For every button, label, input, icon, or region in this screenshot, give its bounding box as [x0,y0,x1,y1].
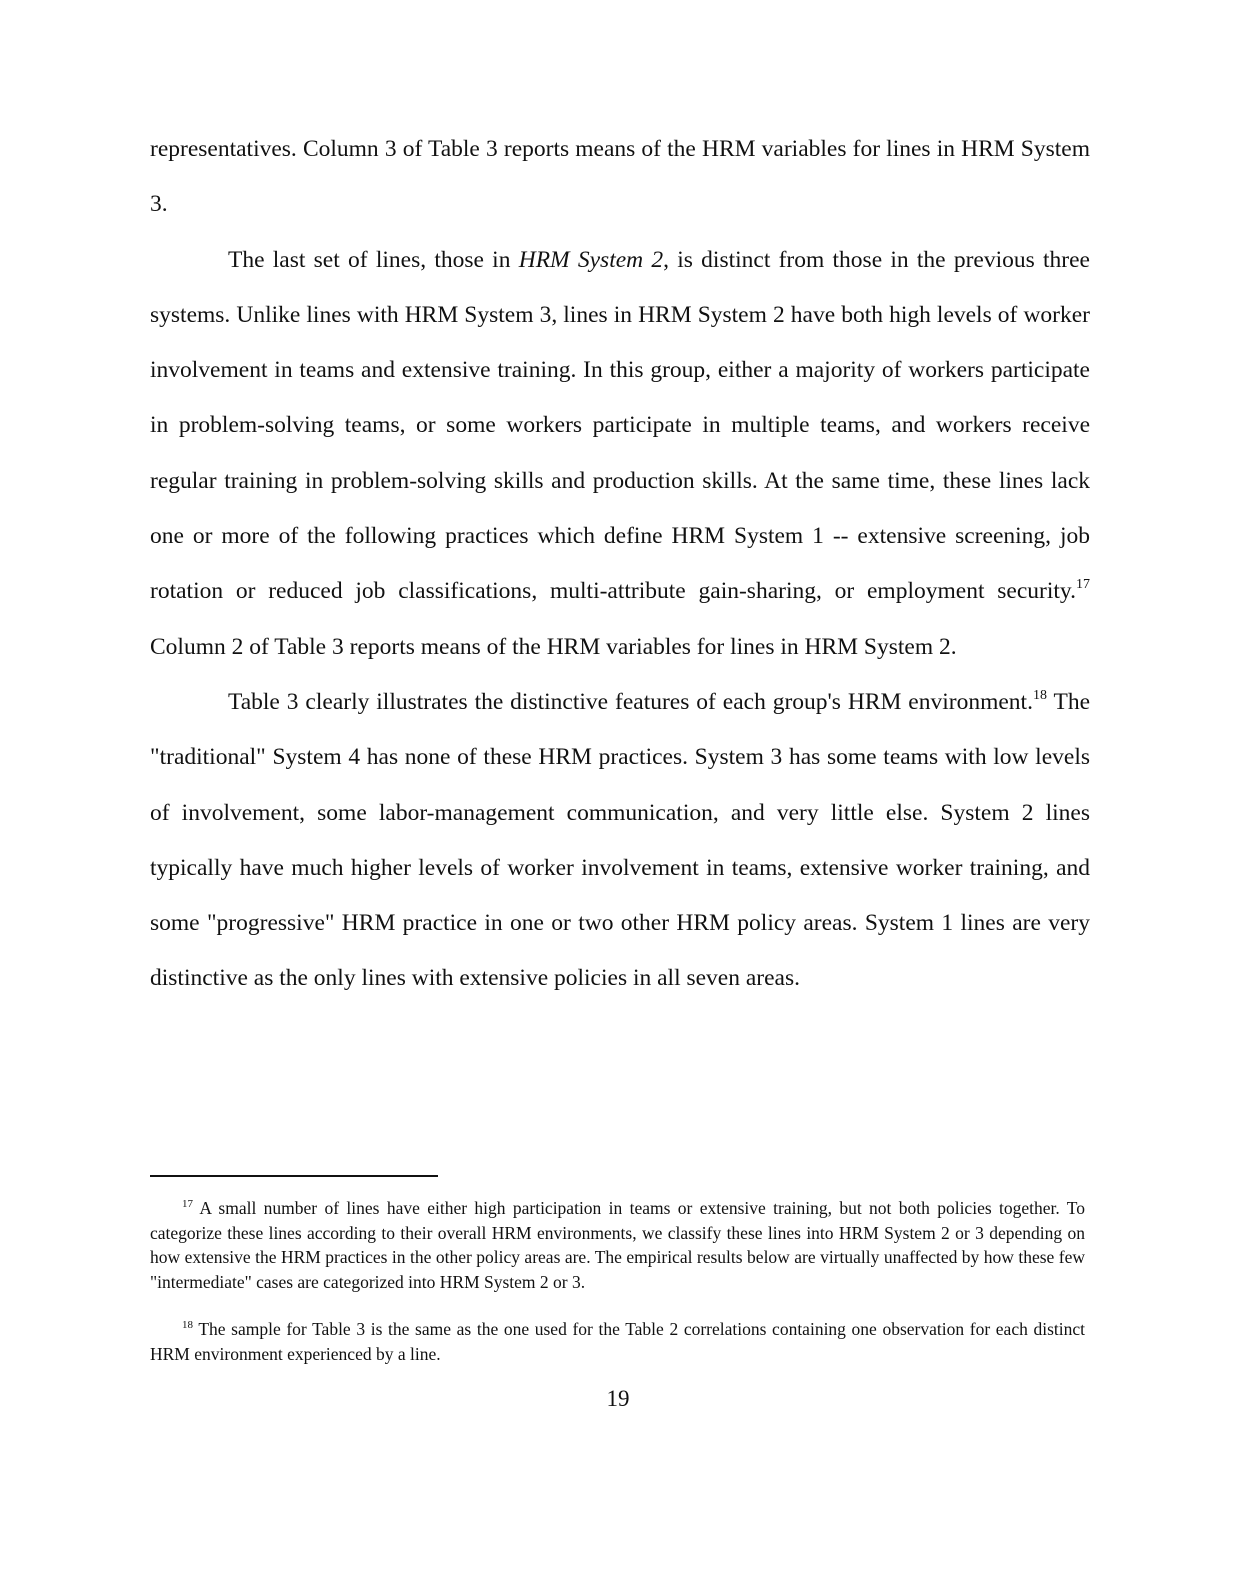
footnotes [150,1196,1085,1389]
page-number: 19 [606,1386,630,1411]
text-run: , is distinct from those in the previous three systems. Unlike lines with HRM System 3, lines in HRM System 2 have both high levels of worker involvement in teams and extensive training. In this group, either a majority of workers participate in problem-solving teams, or some workers participate in multiple teams, and workers receive regular training in problem-solving skills and production skills. At the same time, these lines lack one or more of the following practices which define HRM System 1 -- extensive screening, job rotation or reduced job classifications, multi-attribute gain-sharing, or employment security. [150,246,1090,605]
text-run: Table 3 clearly illustrates the distinctive features of each group's HRM environment. [228,688,1033,715]
paragraph-continuation [150,122,1090,233]
text-run: The last set of lines, those in [228,246,519,273]
footnote-reference: 18 [1032,687,1047,703]
footnote-18 [150,1317,1085,1366]
text-run: representatives. Column 3 of Table 3 reports means of the HRM variables for lines in HRM System 3. [150,136,1090,218]
footnote-marker: 18 [182,1319,193,1331]
footnote-17 [150,1196,1085,1294]
paragraph-hrm-system-2 [150,233,1090,675]
footnote-text: The sample for Table 3 is the same as the one used for the Table 2 correlations containing one observation for each distinct HRM environment experienced by a line. [150,1319,1085,1364]
footnote-reference: 17 [1076,577,1090,593]
body-text [150,122,1090,1007]
footnote-marker: 17 [182,1198,193,1210]
text-run: Column 2 of Table 3 reports means of the HRM variables for lines in HRM System 2. [150,633,957,660]
text-run: The "traditional" System 4 has none of these HRM practices. System 3 has some teams with low levels of involvement, some labor-management communication, and very little else. System 2 lines typically have much higher levels of worker involvement in teams, extensive worker training, and some "progressive" HRM practice in one or two other HRM policy areas. System 1 lines are very distinctive as the only lines with extensive policies in all seven areas. [150,688,1090,992]
italic-term: HRM System 2 [518,246,664,273]
paragraph-table-3-summary [150,675,1090,1007]
footnote-text: A small number of lines have either high participation in teams or extensive training, but not both policies together. To categorize these lines according to their overall HRM environments, we classify these lines into HRM System 2 or 3 depending on how extensive the HRM practices in the other policy areas are. The empirical results below are virtually unaffected by how these few "intermediate" cases are categorized into HRM System 2 or 3. [150,1198,1085,1292]
footnote-separator [150,1175,438,1177]
